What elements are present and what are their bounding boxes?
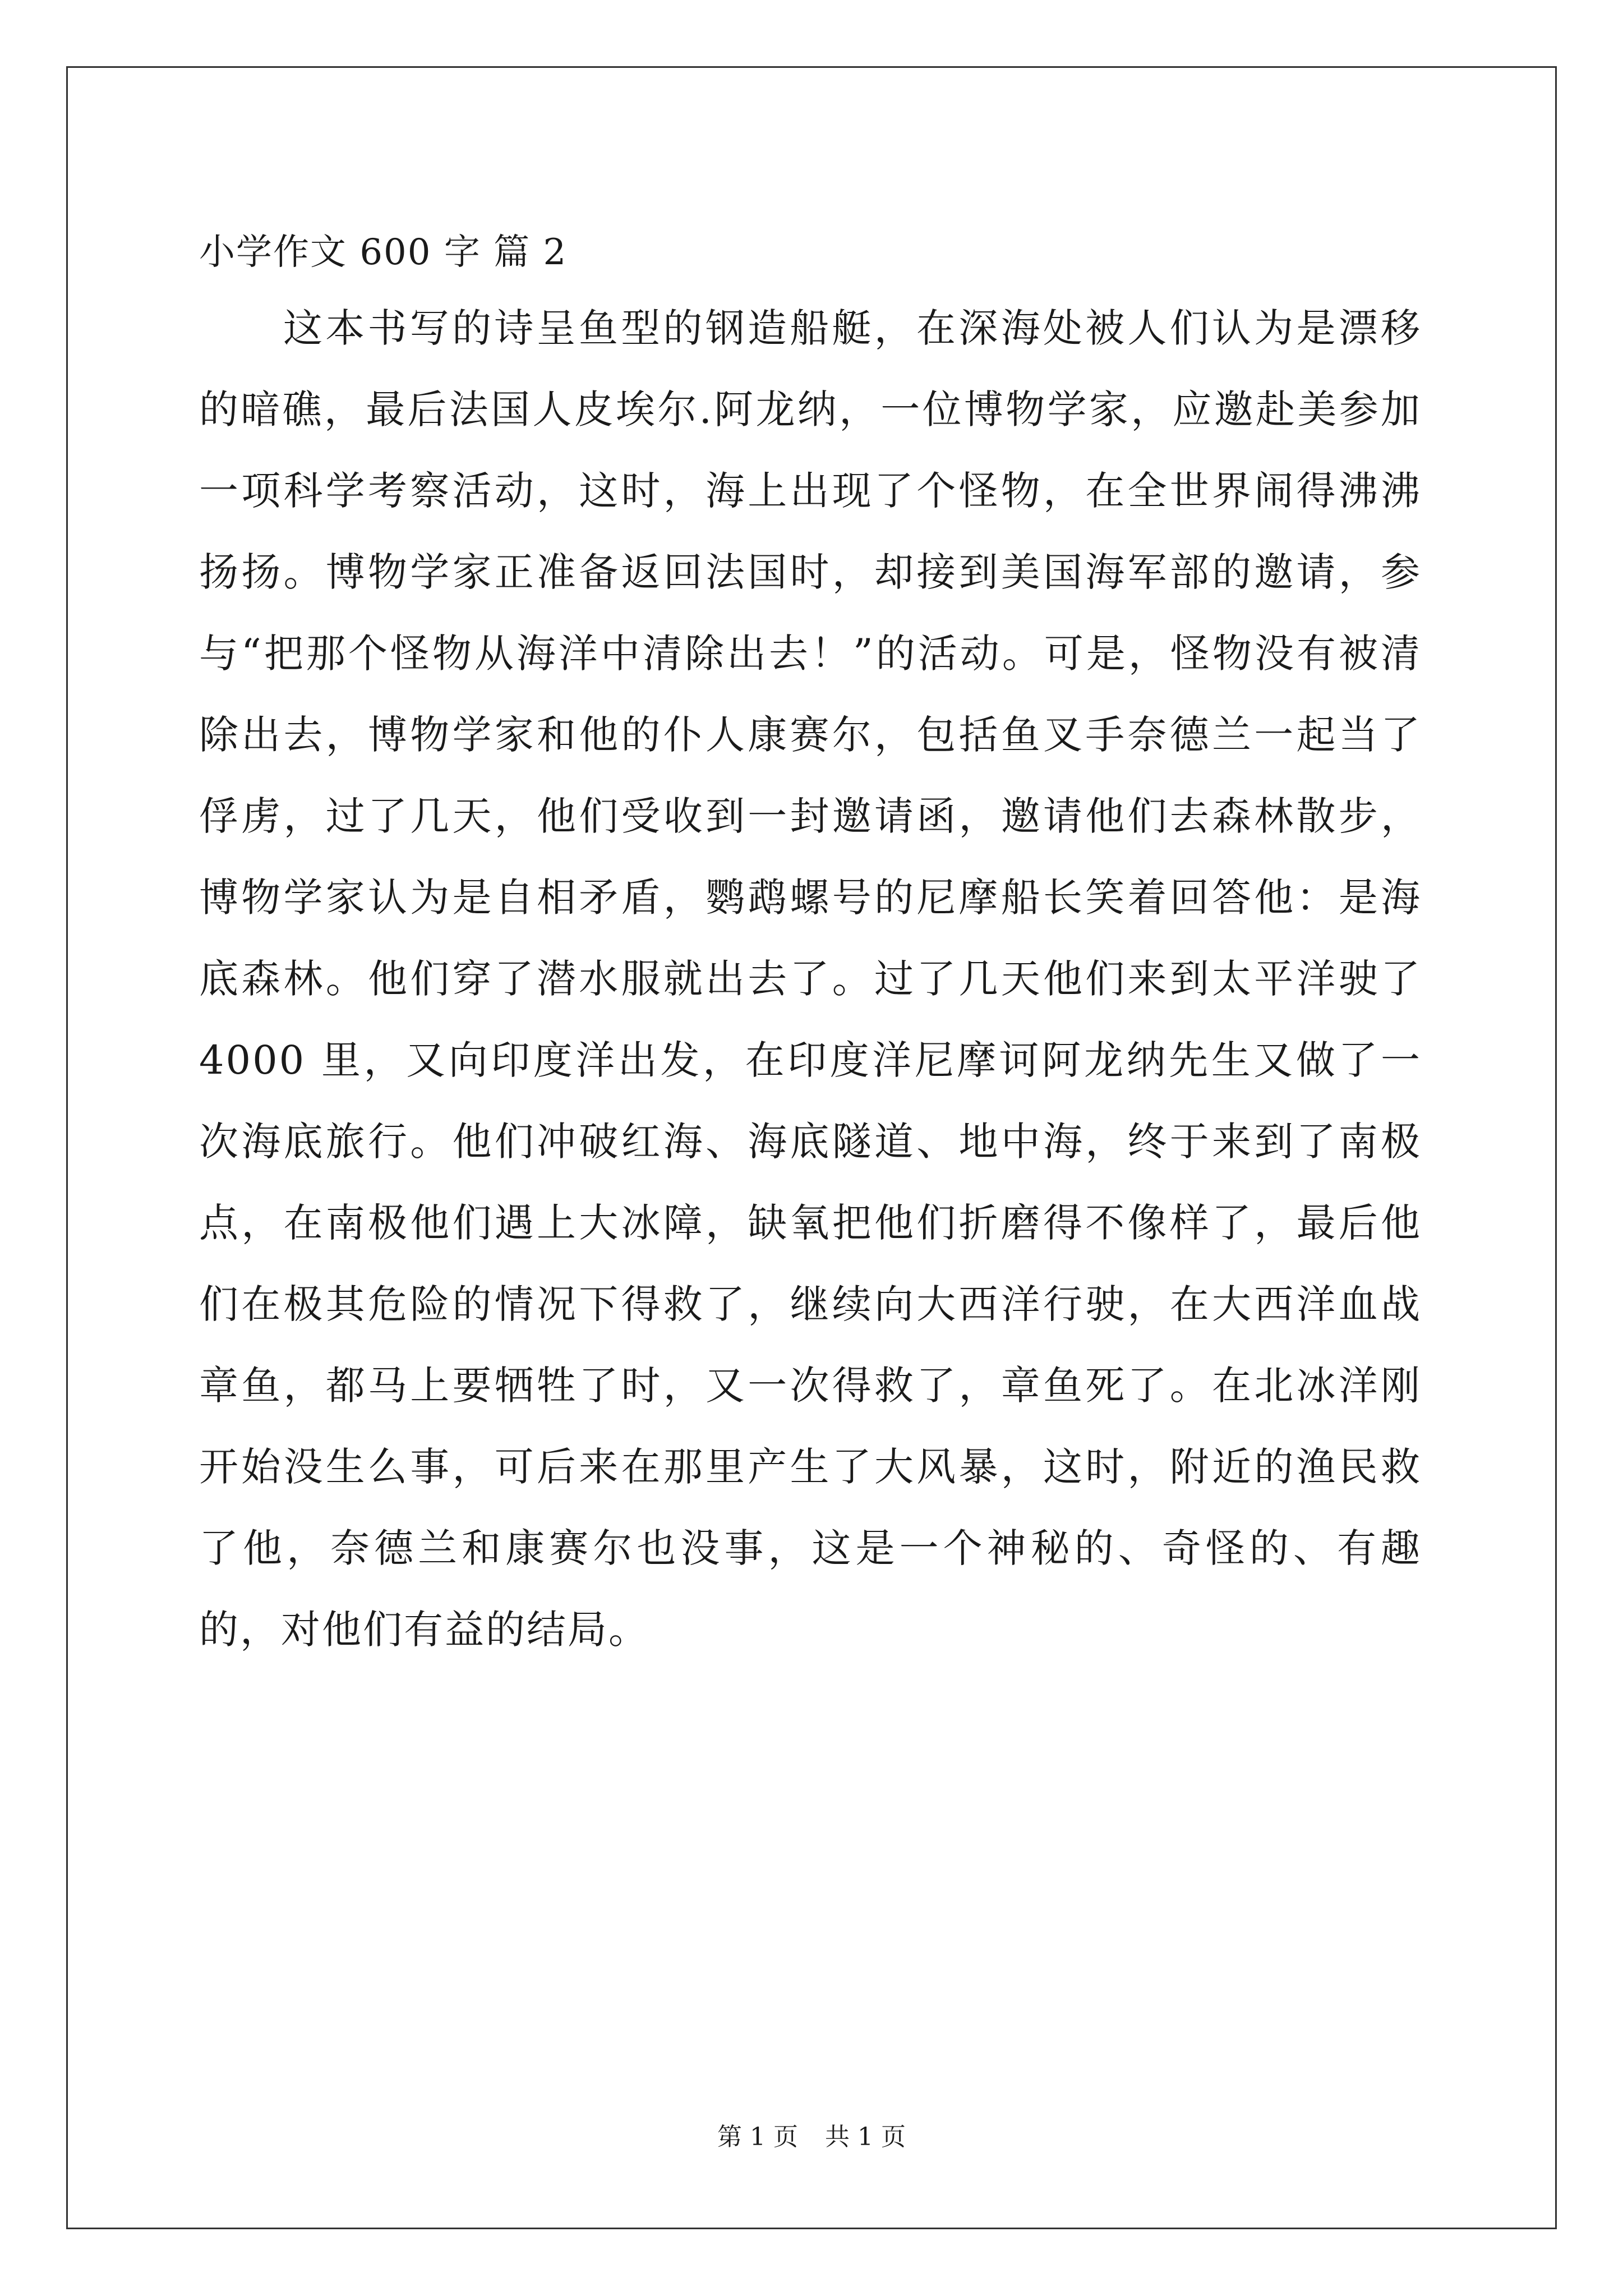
page-total: 共 1 页	[825, 2123, 906, 2151]
page-footer	[0, 2120, 1623, 2154]
document-title: 小学作文 600 字 篇 2	[199, 232, 568, 273]
page-number: 第 1 页	[717, 2123, 798, 2151]
body-paragraph: 这本书写的诗呈鱼型的钢造船艇，在深海处被人们认为是漂移的暗礁，最后法国人皮埃尔.阿龙纳，一位博物学家，应邀赴美参加一项科学考察活动，这时，海上出现了个怪物，在全世界闹得沸沸扬扬。博物学家正准备返回法国时，却接到美国海军部的邀请，参与“把那个怪物从海洋中清除出去！”的活动。可是，怪物没有被清除出去，博物学家和他的仆人康赛尔，包括鱼叉手奈德兰一起当了俘虏，过了几天，他们受收到一封邀请函，邀请他们去森林散步，博物学家认为是自相矛盾，鹦鹉螺号的尼摩船长笑着回答他：是海底森林。他们穿了潜水服就出去了。过了几天他们来到太平洋驶了 4000 里，又向印度洋出发，在印度洋尼摩诃阿龙纳先生又做了一次海底旅行。他们冲破红海、海底隧道、地中海，终于来到了南极点，在南极他们遇上大冰障，缺氧把他们折磨得不像样了，最后他们在极其危险的情况下得救了，继续向大西洋行驶，在大西洋血战章鱼，都马上要牺牲了时，又一次得救了，章鱼死了。在北冰洋刚开始没生么事，可后来在那里产生了大风暴，这时，附近的渔民救了他，奈德兰和康赛尔也没事，这是一个神秘的、奇怪的、有趣的，对他们有益的结局。	[199, 305, 1422, 1653]
